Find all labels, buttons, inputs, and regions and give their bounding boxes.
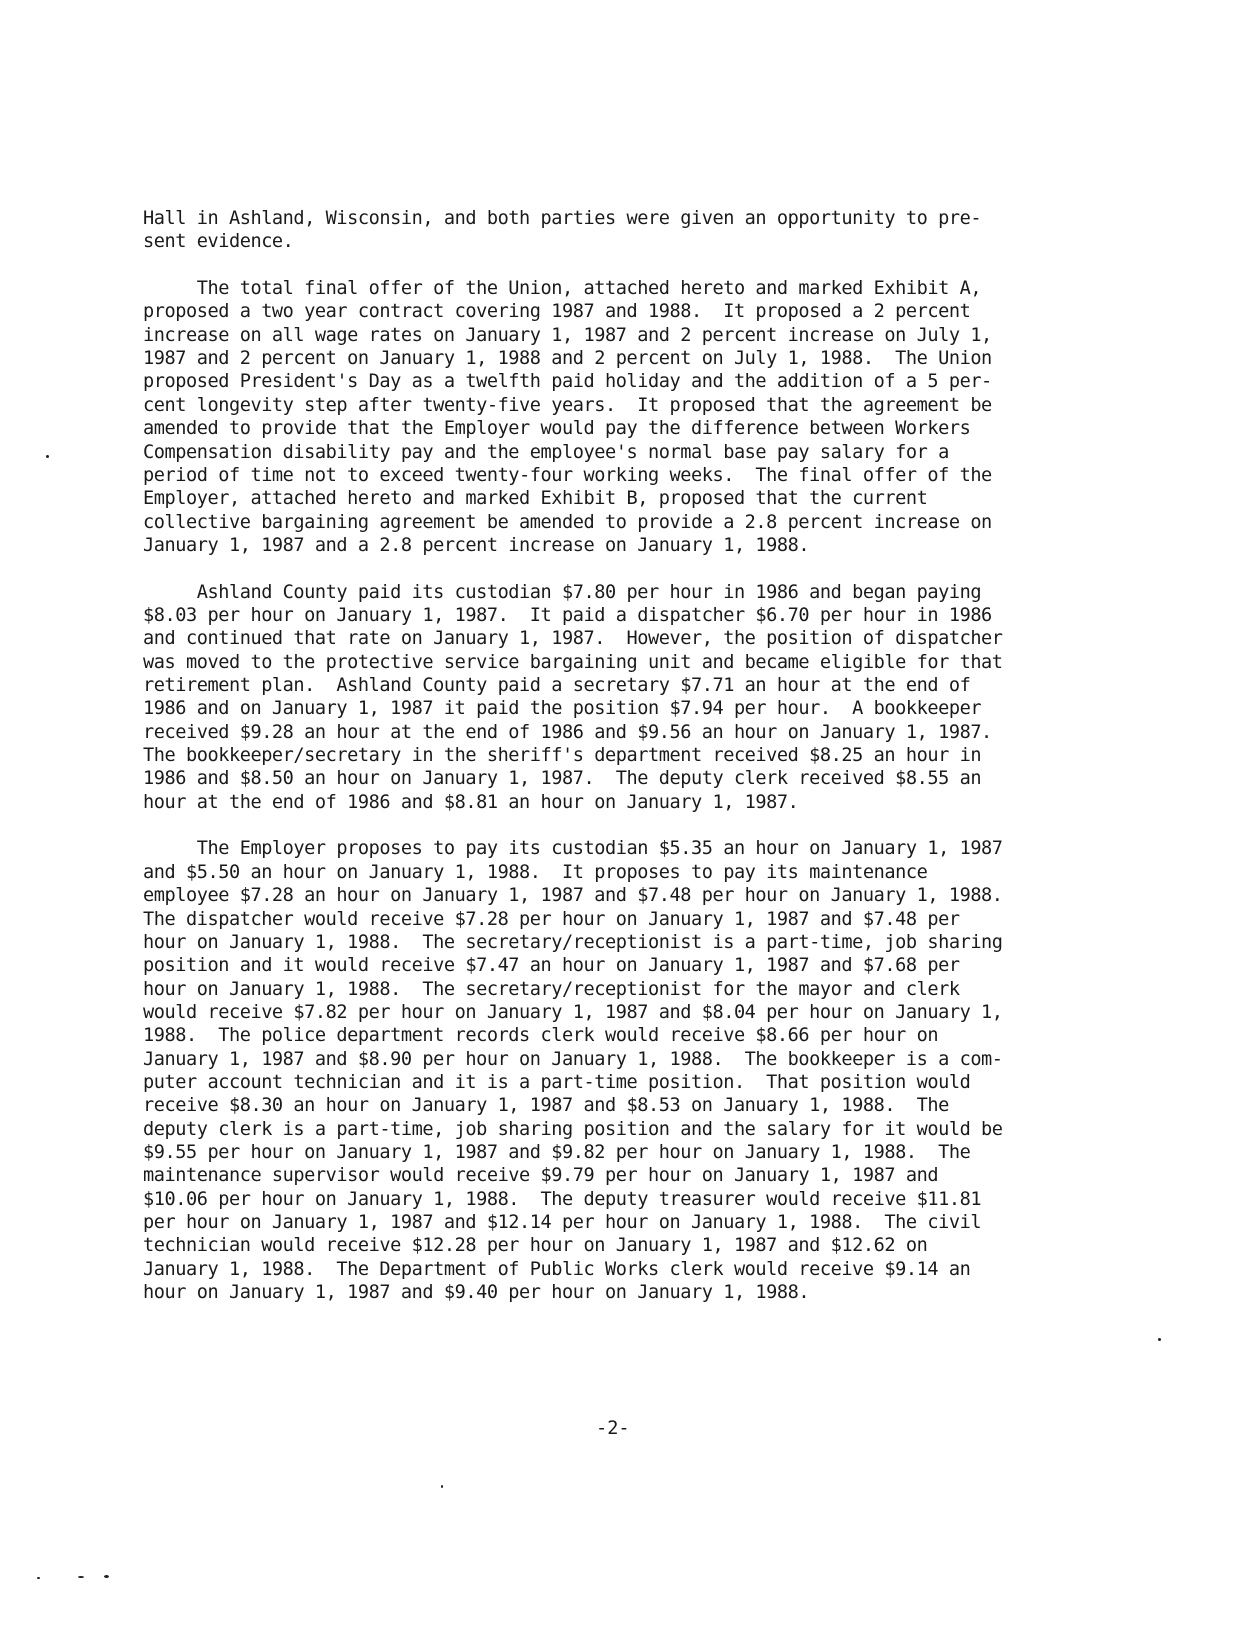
document-line: puter account technician and it is a part-time position. That position would bbox=[143, 1071, 971, 1093]
document-line: per hour on January 1, 1987 and $12.14 per hour on January 1, 1988. The civil bbox=[143, 1212, 982, 1234]
document-line: was moved to the protective service bargaining unit and became eligible for that bbox=[143, 651, 1003, 673]
document-line: employee $7.28 an hour on January 1, 1987 and $7.48 per hour on January 1, 1988. bbox=[143, 885, 1003, 907]
document-line: January 1, 1988. The Department of Public Works clerk would receive $9.14 an bbox=[143, 1258, 971, 1280]
document-line: receive $8.30 an hour on January 1, 1987 and $8.53 on January 1, 1988. The bbox=[143, 1095, 949, 1117]
document-line: Employer, attached hereto and marked Exhibit B, proposed that the current bbox=[143, 488, 928, 510]
scan-speck bbox=[441, 1485, 443, 1488]
document-line: proposed a two year contract covering 1987 and 1988. It proposed a 2 percent bbox=[143, 301, 971, 323]
document-line: and $5.50 an hour on January 1, 1988. It proposes to pay its maintenance bbox=[143, 861, 928, 883]
document-line: maintenance supervisor would receive $9.79 per hour on January 1, 1987 and bbox=[143, 1165, 939, 1187]
scan-speck bbox=[46, 455, 49, 458]
document-line: hour on January 1, 1987 and $9.40 per hour on January 1, 1988. bbox=[143, 1282, 810, 1304]
document-line: January 1, 1987 and a 2.8 percent increase on January 1, 1988. bbox=[143, 534, 810, 556]
document-line: proposed President's Day as a twelfth paid holiday and the addition of a 5 per- bbox=[143, 371, 992, 393]
document-line: position and it would receive $7.47 an hour on January 1, 1987 and $7.68 per bbox=[143, 955, 960, 977]
document-line: sent evidence. bbox=[143, 231, 294, 253]
document-line: January 1, 1987 and $8.90 per hour on January 1, 1988. The bookkeeper is a com- bbox=[143, 1048, 1003, 1070]
document-line: $9.55 per hour on January 1, 1987 and $9.82 per hour on January 1, 1988. The bbox=[143, 1142, 971, 1163]
document-line: collective bargaining agreement be amended to provide a 2.8 percent increase on bbox=[143, 511, 992, 533]
document-line: amended to provide that the Employer would pay the difference between Workers bbox=[143, 418, 971, 440]
document-line: $10.06 per hour on January 1, 1988. The deputy treasurer would receive $11.81 bbox=[143, 1188, 982, 1210]
document-line: increase on all wage rates on January 1, 1987 and 2 percent increase on July 1, bbox=[143, 324, 992, 346]
document-line: Hall in Ashland, Wisconsin, and both parties were given an opportunity to pre- bbox=[143, 208, 982, 229]
document-line: The bookkeeper/secretary in the sheriff's department received $8.25 an hour in bbox=[143, 745, 982, 767]
document-line: 1986 and on January 1, 1987 it paid the position $7.94 per hour. A bookkeeper bbox=[143, 698, 982, 720]
document-line: hour at the end of 1986 and $8.81 an hour on January 1, 1987. bbox=[143, 791, 799, 813]
scan-speck bbox=[1158, 1338, 1161, 1341]
document-line: period of time not to exceed twenty-four working weeks. The final offer of the bbox=[143, 464, 992, 486]
document-line: $8.03 per hour on January 1, 1987. It paid a dispatcher $6.70 per hour in 1986 bbox=[143, 604, 992, 626]
document-line: 1988. The police department records clerk would receive $8.66 per hour on bbox=[143, 1025, 939, 1047]
scan-speck bbox=[37, 1577, 40, 1579]
document-line: and continued that rate on January 1, 1987. However, the position of dispatcher bbox=[143, 628, 1003, 650]
document-line: 1987 and 2 percent on January 1, 1988 and 2 percent on July 1, 1988. The Union bbox=[143, 348, 992, 370]
page-number: -2- bbox=[596, 1418, 630, 1439]
document-line: would receive $7.82 per hour on January 1, 1987 and $8.04 per hour on January 1, bbox=[143, 1001, 1003, 1023]
document-line: cent longevity step after twenty-five years. It proposed that the agreement be bbox=[143, 394, 992, 416]
scan-speck bbox=[104, 1575, 109, 1578]
document-line: The dispatcher would receive $7.28 per hour on January 1, 1987 and $7.48 per bbox=[143, 908, 960, 930]
document-line: The total final offer of the Union, attached hereto and marked Exhibit A, bbox=[143, 278, 982, 300]
scan-speck bbox=[78, 1576, 84, 1578]
document-line: Ashland County paid its custodian $7.80 per hour in 1986 and began paying bbox=[143, 581, 982, 603]
document-line: technician would receive $12.28 per hour on January 1, 1987 and $12.62 on bbox=[143, 1235, 928, 1257]
document-line: The Employer proposes to pay its custodian $5.35 an hour on January 1, 1987 bbox=[143, 838, 1003, 860]
document-line: hour on January 1, 1988. The secretary/receptionist for the mayor and clerk bbox=[143, 978, 960, 1000]
document-line: hour on January 1, 1988. The secretary/receptionist is a part-time, job sharing bbox=[143, 931, 1003, 953]
document-line: received $9.28 an hour at the end of 1986 and $9.56 an hour on January 1, 1987. bbox=[143, 721, 992, 743]
document-line: Compensation disability pay and the employee's normal base pay salary for a bbox=[143, 441, 949, 463]
document-line: retirement plan. Ashland County paid a secretary $7.71 an hour at the end of bbox=[143, 675, 971, 696]
document-line: 1986 and $8.50 an hour on January 1, 1987. The deputy clerk received $8.55 an bbox=[143, 768, 982, 790]
document-line: deputy clerk is a part-time, job sharing position and the salary for it would be bbox=[143, 1118, 1003, 1140]
